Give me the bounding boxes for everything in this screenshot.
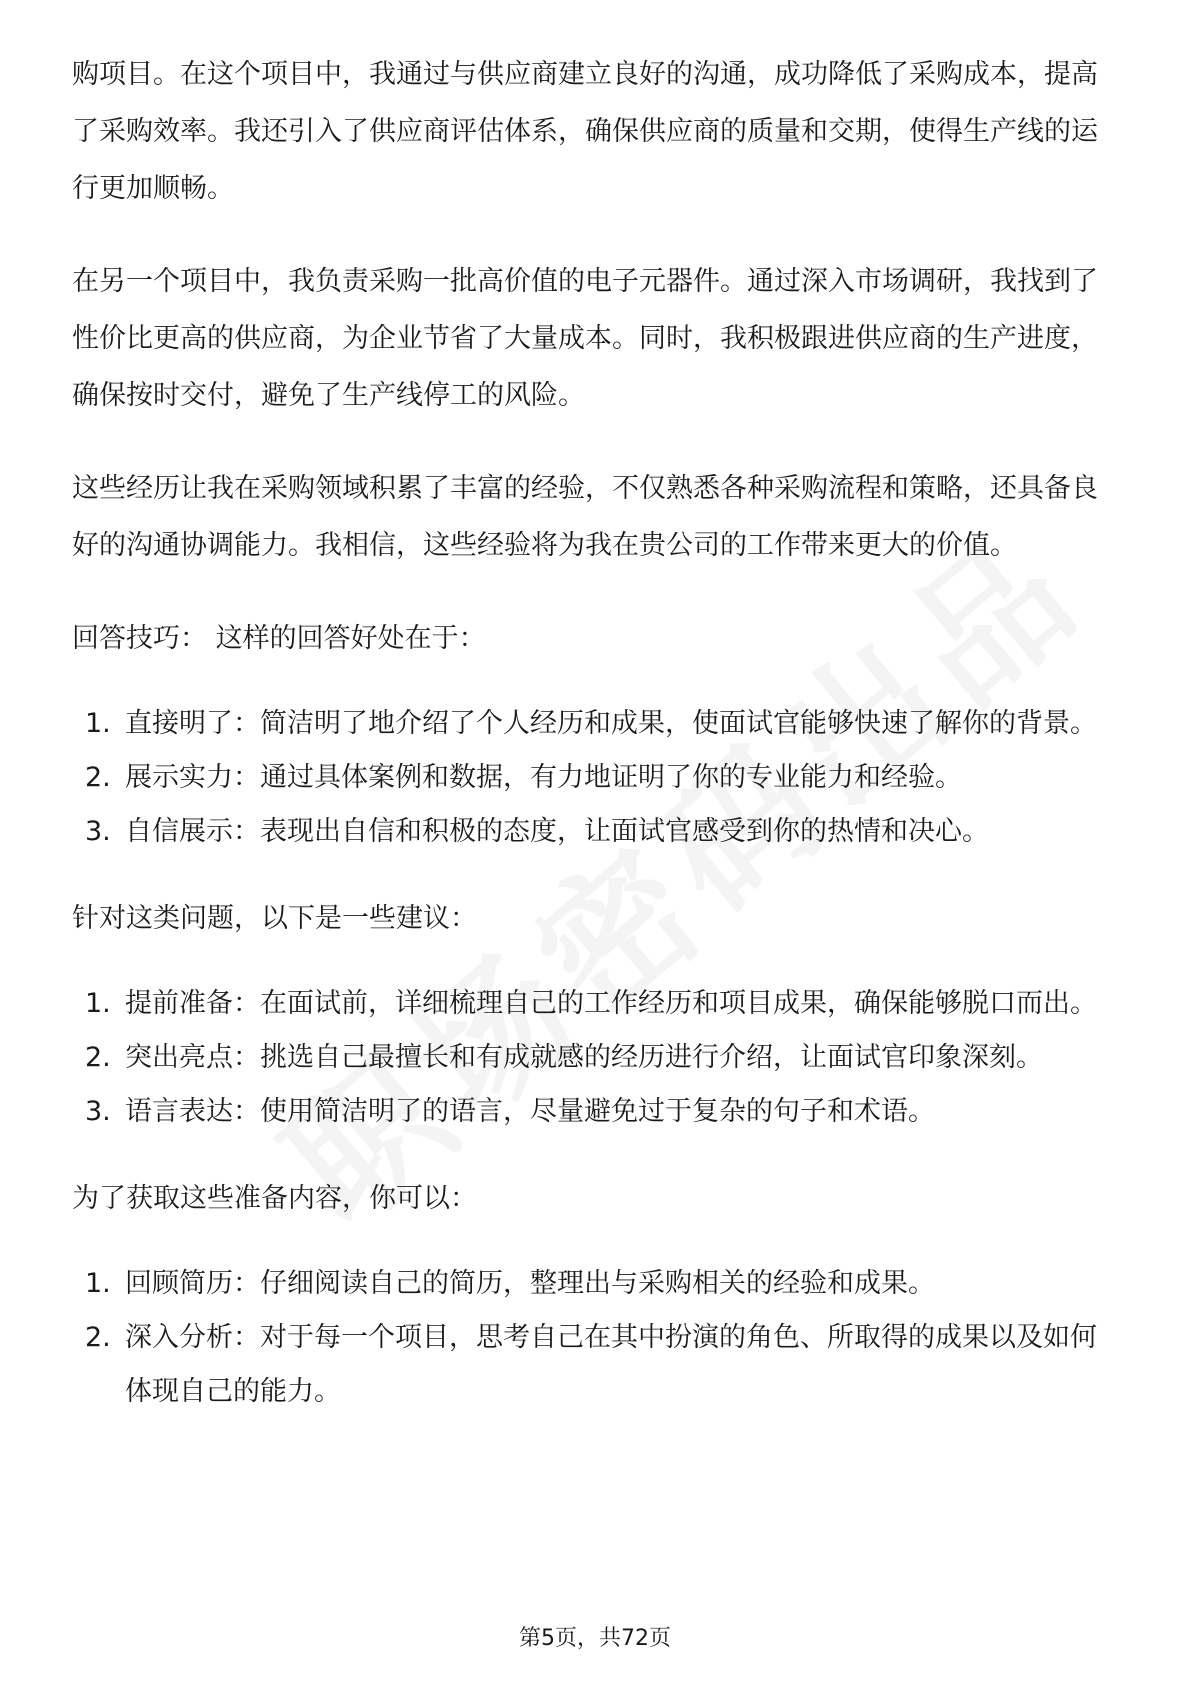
paragraph-summary: 这些经历让我在采购领域积累了丰富的经验，不仅熟悉各种采购流程和策略，还具备良好的沟通协调能力。我相信，这些经验将为我在贵公司的工作带来更大的价值。 bbox=[72, 473, 1098, 561]
list-text: 直接明了：简洁明了地介绍了个人经历和成果，使面试官能够快速了解你的背景。 bbox=[125, 708, 1097, 739]
paragraph-electronics-project: 在另一个项目中，我负责采购一批高价值的电子元器件。通过深入市场调研，我找到了性价比更高的供应商，为企业节省了大量成本。同时，我积极跟进供应商的生产进度，确保按时交付，避免了生产线停工的风险。 bbox=[72, 266, 1098, 411]
suggestions-list bbox=[72, 977, 1117, 1139]
preparation-list bbox=[72, 1257, 1117, 1419]
list-item bbox=[72, 751, 1117, 805]
list-number: 1. bbox=[85, 988, 111, 1019]
list-number: 2. bbox=[85, 1042, 111, 1073]
list-item bbox=[72, 1031, 1117, 1085]
list-text: 突出亮点：挑选自己最擅长和有成就感的经历进行介绍，让面试官印象深刻。 bbox=[125, 1042, 1043, 1073]
list-text: 回顾简历：仔细阅读自己的简历，整理出与采购相关的经验和成果。 bbox=[125, 1268, 935, 1299]
list-number: 3. bbox=[85, 816, 111, 847]
list-item bbox=[72, 697, 1117, 751]
list-number: 2. bbox=[85, 762, 111, 793]
page-number: 第5页，共72页 bbox=[519, 1626, 671, 1651]
tips-list bbox=[72, 697, 1117, 859]
list-number: 3. bbox=[85, 1096, 111, 1127]
list-item bbox=[72, 805, 1117, 859]
list-text: 语言表达：使用简洁明了的语言，尽量避免过于复杂的句子和术语。 bbox=[125, 1096, 935, 1127]
list-text: 自信展示：表现出自信和积极的态度，让面试官感受到你的热情和决心。 bbox=[125, 816, 989, 847]
preparation-heading: 为了获取这些准备内容，你可以： bbox=[72, 1183, 477, 1214]
list-number: 2. bbox=[85, 1322, 111, 1353]
list-text: 深入分析：对于每一个项目，思考自己在其中扮演的角色、所取得的成果以及如何体现自己的能力。 bbox=[125, 1322, 1097, 1407]
list-number: 1. bbox=[85, 1268, 111, 1299]
list-text: 展示实力：通过具体案例和数据，有力地证明了你的专业能力和经验。 bbox=[125, 762, 962, 793]
tips-heading: 回答技巧： 这样的回答好处在于： bbox=[72, 623, 486, 654]
list-item bbox=[72, 1085, 1117, 1139]
document-body bbox=[72, 46, 1117, 1450]
list-text: 提前准备：在面试前，详细梳理自己的工作经历和项目成果，确保能够脱口而出。 bbox=[125, 988, 1097, 1019]
list-item bbox=[72, 1311, 1117, 1419]
list-number: 1. bbox=[85, 708, 111, 739]
paragraph-project-intro: 购项目。在这个项目中，我通过与供应商建立良好的沟通，成功降低了采购成本，提高了采购效率。我还引入了供应商评估体系，确保供应商的质量和交期，使得生产线的运行更加顺畅。 bbox=[72, 59, 1098, 204]
list-item bbox=[72, 1257, 1117, 1311]
list-item bbox=[72, 977, 1117, 1031]
suggestions-heading: 针对这类问题，以下是一些建议： bbox=[72, 903, 477, 934]
